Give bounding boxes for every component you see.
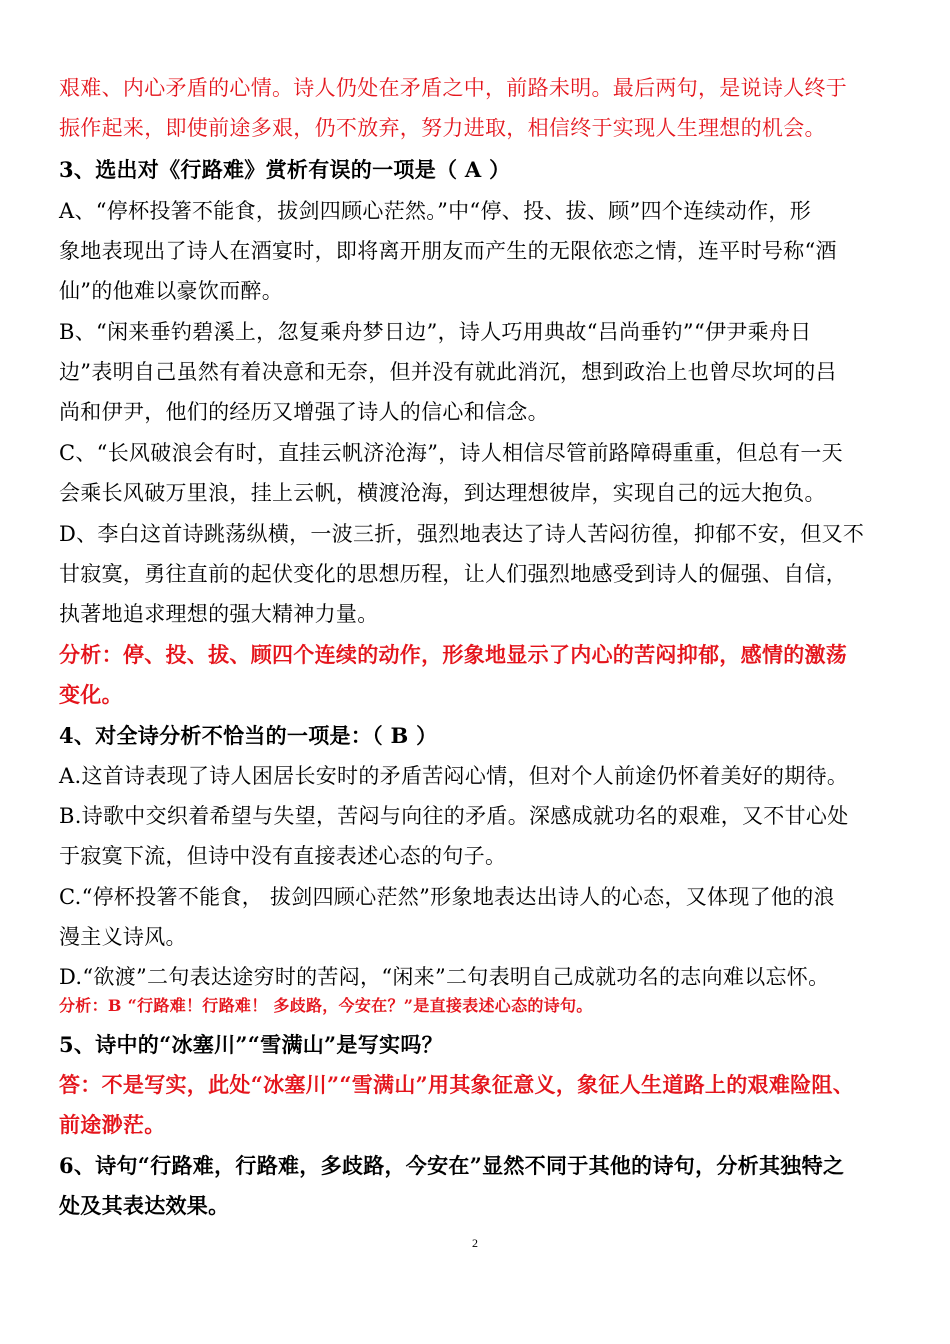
question-3-option-b-line-3: 尚和伊尹，他们的经历又增强了诗人的信心和信念。 [59, 400, 549, 424]
question-4-option-b-line-2: 于寂寞下流，但诗中没有直接表述心态的句子。 [59, 844, 507, 868]
question-3-option-a-line-2: 象地表现出了诗人在酒宴时，即将离开朋友而产生的无限依恋之情，连平时号称“酒 [59, 239, 837, 263]
question-3-option-c-line-1: C、“长风破浪会有时，直挂云帆济沧海”，诗人相信尽管前路障碍重重，但总有一天 [59, 441, 843, 465]
page-number: 2 [472, 1236, 478, 1250]
question-5-answer-line-2: 前途渺茫。 [59, 1112, 166, 1137]
question-3-heading: 3、选出对《行路难》赏析有误的一项是（ A ） [59, 157, 511, 182]
question-3-option-b-line-2: 边”表明自己虽然有着决意和无奈，但并没有就此消沉，想到政治上也曾尽坎坷的吕 [59, 360, 837, 384]
question-5-answer-line-1: 答：不是写实，此处“冰塞川”“雪满山”用其象征意义，象征人生道路上的艰难险阻、 [59, 1072, 855, 1097]
question-4-option-a: A.这首诗表现了诗人困居长安时的矛盾苦闷心情，但对个人前途仍怀着美好的期待。 [59, 764, 849, 788]
question-3-analysis-line-2: 变化。 [59, 682, 123, 707]
question-4-option-b-line-1: B.诗歌中交织着希望与失望，苦闷与向往的矛盾。深感成就功名的艰难，又不甘心处 [59, 804, 849, 828]
question-3-option-a-line-3: 仙”的他难以豪饮而醉。 [59, 279, 284, 303]
question-4-option-c-line-2: 漫主义诗风。 [59, 925, 187, 949]
question-5-heading: 5、诗中的“冰塞川”“雪满山”是写实吗？ [59, 1032, 443, 1057]
question-6-heading-line-1: 6、诗句“行路难，行路难，多歧路，今安在”显然不同于其他的诗句，分析其独特之 [59, 1153, 845, 1178]
question-3-option-d-line-1: D、李白这首诗跳荡纵横，一波三折，强烈地表达了诗人苦闷彷徨，抑郁不安，但又不 [59, 522, 865, 546]
question-3-option-a-line-1: A、“停杯投箸不能食，拔剑四顾心茫然。”中“停、投、拔、顾”四个连续动作，形 [59, 199, 812, 223]
question-3-option-d-line-2: 甘寂寞，勇往直前的起伏变化的思想历程，让人们强烈地感受到诗人的倔强、自信， [59, 562, 848, 586]
question-4-option-d: D.“欲渡”二句表达途穷时的苦闷，“闲来”二句表明自己成就功名的志向难以忘怀。 [59, 965, 830, 989]
analysis-continuation-line-2: 振作起来，即使前途多艰，仍不放弃，努力进取，相信终于实现人生理想的机会。 [59, 116, 826, 140]
question-3-option-d-line-3: 执著地追求理想的强大精神力量。 [59, 602, 379, 626]
question-3-option-c-line-2: 会乘长风破万里浪，挂上云帆，横渡沧海，到达理想彼岸，实现自己的远大抱负。 [59, 481, 826, 505]
analysis-continuation-line-1: 艰难、内心矛盾的心情。诗人仍处在矛盾之中，前路未明。最后两句，是说诗人终于 [59, 76, 848, 100]
question-4-heading: 4、对全诗分析不恰当的一项是：（ B ） [59, 723, 438, 748]
question-4-option-c-line-1: C.“停杯投箸不能食， 拔剑四顾心茫然”形象地表达出诗人的心态，又体现了他的浪 [59, 885, 835, 909]
question-6-heading-line-2: 处及其表达效果。 [59, 1193, 230, 1218]
question-4-analysis: 分析：B “行路难！行路难！ 多歧路，今安在？”是直接表述心态的诗句。 [59, 996, 593, 1015]
question-3-analysis-line-1: 分析：停、投、拔、顾四个连续的动作，形象地显示了内心的苦闷抑郁，感情的激荡 [59, 642, 848, 667]
question-3-option-b-line-1: B、“闲来垂钓碧溪上，忽复乘舟梦日边”，诗人巧用典故“吕尚垂钓”“伊尹乘舟日 [59, 320, 812, 344]
